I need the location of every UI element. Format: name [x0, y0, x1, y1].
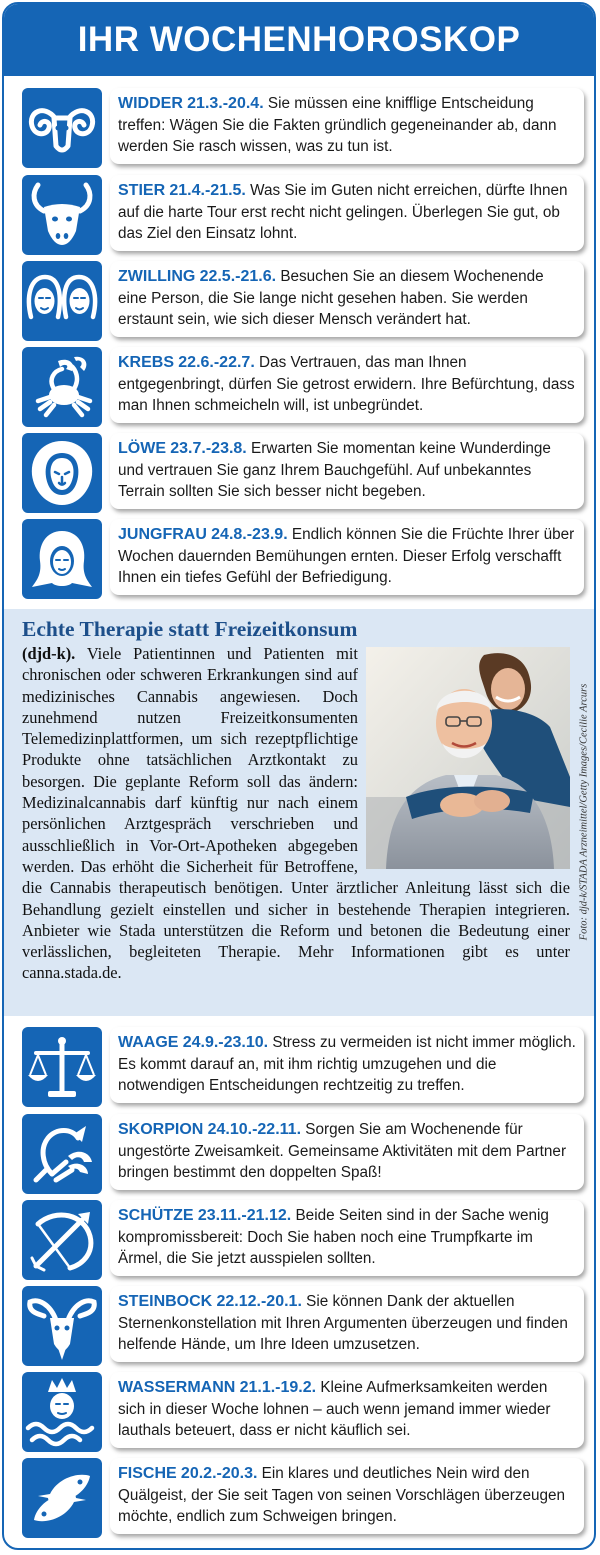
aquarius-icon	[22, 1372, 102, 1452]
leo-icon	[22, 433, 102, 513]
sign-dates: 21.1.-19.2.	[239, 1379, 317, 1396]
sign-dates: 20.2.-20.3.	[180, 1465, 258, 1482]
sign-entry-schuetze	[22, 1200, 584, 1280]
sign-entry-wassermann	[22, 1372, 584, 1452]
sign-entry-widder	[22, 88, 584, 168]
libra-icon	[22, 1027, 102, 1107]
sign-text: Sorgen Sie am Wochenende für ungestörte Zweisamkeit. Gemeinsame Aktivitäten mit dem Partner bringen bestimmt den doppelten Spaß!	[118, 1121, 567, 1181]
pisces-icon	[22, 1458, 102, 1538]
sign-dates: 22.12.-20.1.	[216, 1293, 302, 1310]
sign-text-card	[110, 519, 584, 595]
sign-text-card	[110, 1286, 584, 1362]
page-title: IHR WOCHENHOROSKOP	[77, 20, 521, 59]
advertorial-article	[4, 609, 594, 1016]
elderly-man-with-nurse-photo	[366, 647, 570, 869]
sign-name: ZWILLING	[118, 268, 196, 285]
sign-name: WAAGE	[118, 1034, 179, 1051]
sign-text: Ein klares und deutliches Nein wird den Quälgeist, der Sie seit Tagen von seinen Vorschlägen überzeugen möchte, endlich zum Schweigen bringen.	[118, 1465, 566, 1525]
virgo-icon	[22, 519, 102, 599]
sign-name: STIER	[118, 182, 166, 199]
sign-text-card	[110, 261, 584, 337]
sign-name: KREBS	[118, 354, 175, 371]
sign-text: Was Sie im Guten nicht erreichen, dürfte Ihnen auf die harte Tour erst recht nicht gelingen. Überlegen Sie gut, ob das Ziel den Einsatz lohnt.	[118, 182, 568, 242]
sign-text: Kleine Aufmerksamkeiten werden sich in dieser Woche lohnen – auch wenn jemand immer wieder lauthals beteuert, dass er nicht käuflich sei.	[118, 1379, 551, 1439]
sign-dates: 24.9.-23.10.	[182, 1034, 269, 1051]
sign-name: LÖWE	[118, 440, 166, 457]
capricorn-icon	[22, 1286, 102, 1366]
sign-dates: 24.10.-22.11.	[207, 1121, 302, 1138]
sign-text-card	[110, 1114, 584, 1190]
sign-entry-krebs	[22, 347, 584, 427]
sign-text-card	[110, 1458, 584, 1534]
sign-text: Erwarten Sie momentan keine Wunderdinge und vertrauen Sie ganz Ihrem Bauchgefühl. Auf unbekanntes Terrain sollten Sie sich besser nicht begeben.	[118, 440, 551, 500]
sign-text-card	[110, 347, 584, 423]
horoscope-frame	[2, 2, 596, 1550]
article-body	[22, 643, 570, 984]
article-title: Echte Therapie statt Freizeitkonsum	[22, 617, 358, 641]
article-lead: (djd-k).	[22, 644, 76, 663]
sign-name: WASSERMANN	[118, 1379, 236, 1396]
sign-name: SCHÜTZE	[118, 1207, 194, 1224]
sign-text-card	[110, 88, 584, 164]
photo-credit	[576, 617, 592, 1007]
sign-dates: 22.6.-22.7.	[178, 354, 255, 371]
article-text: Viele Patientinnen und Patienten mit chronischen oder schweren Erkrankungen sind auf medizinisches Cannabis angewiesen. Doch zunehmend nutzen Freizeitkonsumenten Telemedizinplattformen, um sich rezeptpflichtige Produkte ohne tatsächlichen Arztkontakt zu besorgen. Die geplante Reform soll das ändern: Medizinalcannabis darf künftig nur nach einem persönlichen Arztgespräch verschrieben und ausschließlich in Vor-Ort-Apotheken abgegeben werden. Das erhöht die Sicherheit für Betroffene, die Cannabis therapeutisch benötigen. Unter ärztlicher Anleitung lässt sich die Behandlung gezielt einstellen und sicher in bestehende Therapien integrieren. Anbieter wie Stada unterstützen die Reform und betonen die Bedeutung einer verlässlichen, begleiteten Therapie. Mehr Informationen gibt es unter canna.stada.de.	[22, 644, 570, 983]
sign-entry-stier	[22, 175, 584, 255]
sign-text: Das Vertrauen, das man Ihnen entgegenbringt, dürfen Sie getrost erwidern. Ihre Befürchtung, dass man Ihnen schmeicheln will, ist unbegründet.	[118, 354, 575, 414]
sign-entry-skorpion	[22, 1114, 584, 1194]
sign-text: Stress zu vermeiden ist nicht immer möglich. Es kommt darauf an, mit ihm richtig umzugehen und die notwendigen Entscheidungen rechtzeitig zu treffen.	[118, 1034, 576, 1094]
sign-text: Besuchen Sie an diesem Wochenende eine Person, die Sie lange nicht gesehen haben. Sie werden erstaunt sein, wie sich dieser Mensch verändert hat.	[118, 268, 544, 328]
sign-entry-waage	[22, 1027, 584, 1107]
sign-text-card	[110, 433, 584, 509]
sign-text: Beide Seiten sind in der Sache wenig kompromissbereit: Doch Sie haben noch eine Trumpfkarte im Ärmel, die Sie jetzt ausspielen sollten.	[118, 1207, 549, 1267]
scorpio-icon	[22, 1114, 102, 1194]
sign-name: SKORPION	[118, 1121, 204, 1138]
taurus-icon	[22, 175, 102, 255]
sign-name: FISCHE	[118, 1465, 177, 1482]
sign-dates: 23.7.-23.8.	[170, 440, 247, 457]
sign-text-card	[110, 1372, 584, 1448]
sign-entry-jungfrau	[22, 519, 584, 599]
sign-dates: 23.11.-21.12.	[197, 1207, 292, 1224]
gemini-icon	[22, 261, 102, 341]
sagittarius-icon	[22, 1200, 102, 1280]
sign-dates: 21.4.-21.5.	[169, 182, 246, 199]
sign-text: Sie müssen eine knifflige Entscheidung treffen: Wägen Sie die Fakten gründlich gegeneinander ab, dann werden Sie rasch wissen, was zu tun ist.	[118, 95, 557, 155]
sign-name: STEINBOCK	[118, 1293, 213, 1310]
header-banner	[4, 4, 594, 76]
sign-name: WIDDER	[118, 95, 183, 112]
sign-entry-steinbock	[22, 1286, 584, 1366]
sign-text: Endlich können Sie die Früchte Ihrer über Wochen dauernden Bemühungen ernten. Dieser Erfolg verschafft Ihnen ein tiefes Gefühl der Befriedigung.	[118, 526, 575, 586]
sign-text-card	[110, 1200, 584, 1276]
sign-dates: 22.5.-21.6.	[199, 268, 277, 285]
photo-credit-text: Foto: djd-k/STADA Arzneimittel/Getty Images/Cecilie Arcurs	[578, 683, 590, 941]
sign-text-card	[110, 175, 584, 251]
sign-entry-zwilling	[22, 261, 584, 341]
cancer-icon	[22, 347, 102, 427]
sign-dates: 24.8.-23.9.	[211, 526, 288, 543]
aries-icon	[22, 88, 102, 168]
sign-text: Sie können Dank der aktuellen Sternenkonstellation mit Ihren Argumenten überzeugen und finden helfende Hände, um Ihre Ideen umzusetzen.	[118, 1293, 568, 1353]
sign-dates: 21.3.-20.4.	[187, 95, 264, 112]
sign-text-card	[110, 1027, 584, 1103]
sign-entry-loewe	[22, 433, 584, 513]
sign-entry-fische	[22, 1458, 584, 1538]
sign-name: JUNGFRAU	[118, 526, 207, 543]
